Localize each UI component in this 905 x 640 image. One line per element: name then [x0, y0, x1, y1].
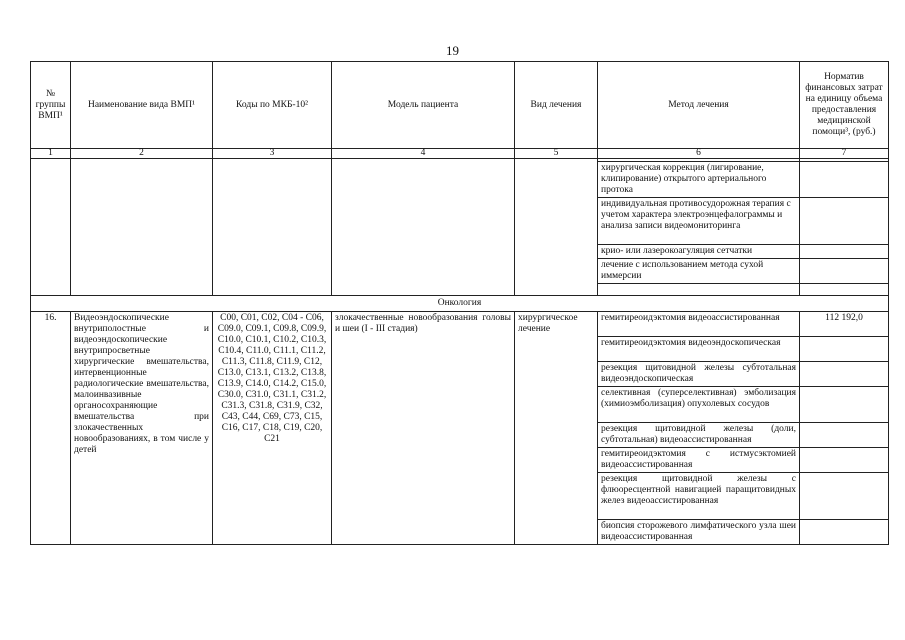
empty-cell [31, 159, 71, 296]
column-number: 1 [31, 149, 71, 159]
cost-value: 112 192,0 [800, 312, 889, 337]
method-cell: крио- или лазерокоагуляция сетчатки [598, 245, 800, 259]
vmp-name: Видеоэндоскопические внутриполостные и видеоэндоскопические внутрипросветные хирургические вмешательства, интервенционные радиологические вмешательства, малоинвазивные органосохраняющие вмешательства при злокачественных новообразованиях, в том числе у детей [71, 312, 213, 545]
header-group-number: № группы ВМП¹ [31, 62, 71, 149]
page-number: 19 [446, 43, 459, 58]
method-cell: гемитиреоидэктомия видеоассистированная [598, 312, 800, 337]
header-treatment-method: Метод лечения [598, 62, 800, 149]
cost-cell-empty [800, 284, 889, 296]
patient-model: злокачественные новообразования головы и шеи (I - III стадия) [332, 312, 515, 545]
column-number: 7 [800, 149, 889, 159]
method-cell: резекция щитовидной железы (доли, субтотальная) видеоассистированная [598, 423, 800, 448]
column-number: 2 [71, 149, 213, 159]
column-number: 6 [598, 149, 800, 159]
group-number: 16. [31, 312, 71, 545]
method-cell: резекция щитовидной железы субтотальная видеоэндоскопическая [598, 362, 800, 387]
header-row [31, 62, 889, 149]
header-cost-standard: Норматив финансовых затрат на единицу объема предоставления медицинской помощи³, (руб.) [800, 62, 889, 149]
cost-cell-empty [800, 362, 889, 387]
method-cell: биопсия сторожевого лимфатического узла шеи видеоассистированная [598, 520, 800, 545]
treatment-type: хирургическое лечение [515, 312, 598, 545]
column-number: 5 [515, 149, 598, 159]
cost-cell-empty [800, 520, 889, 545]
cost-cell-empty [800, 259, 889, 284]
cost-cell-empty [800, 245, 889, 259]
column-number-row [31, 149, 889, 159]
method-cell-empty [598, 284, 800, 296]
header-patient-model: Модель пациента [332, 62, 515, 149]
header-treatment-type: Вид лечения [515, 62, 598, 149]
method-cell: резекция щитовидной железы с флюоресцентной навигацией паращитовидных желез видеоассистированная [598, 473, 800, 520]
empty-cell [71, 159, 213, 296]
cost-cell-empty [800, 473, 889, 520]
icd-codes: C00, C01, C02, C04 - C06, C09.0, C09.1, C09.8, C09.9, C10.0, C10.1, C10.2, C10.3, C10.4, C11.0, C11.1, C11.2, C11.3, C11.8, C11.9, C12, C13.0, C13.1, C13.2, C13.8, C13.9, C14.0, C14.2, C15.0, C30.0, C31.0, C31.1, C31.2, C31.3, C31.8, C31.9, C32, C43, C44, C69, C73, C15, C16, C17, C18, C19, C20, C21 [213, 312, 332, 545]
cost-cell-empty [800, 448, 889, 473]
column-number: 4 [332, 149, 515, 159]
empty-cell [213, 159, 332, 296]
section-title: Онкология [31, 296, 889, 312]
empty-cell [332, 159, 515, 296]
section-row [31, 296, 889, 312]
vmp-table [30, 61, 889, 545]
cost-cell-empty [800, 198, 889, 245]
empty-cell [515, 159, 598, 296]
method-cell: индивидуальная противосудорожная терапия с учетом характера электроэнцефалограммы и анализа записи видеомониторинга [598, 198, 800, 245]
group-row [31, 312, 889, 337]
method-cell: хирургическая коррекция (лигирование, клипирование) открытого артериального протока [598, 162, 800, 198]
column-number: 3 [213, 149, 332, 159]
cost-cell-empty [800, 337, 889, 362]
cost-cell-empty [800, 423, 889, 448]
method-cell: гемитиреоидэктомия с истмусэктомией видеоассистированная [598, 448, 800, 473]
method-cell: лечение с использованием метода сухой иммерсии [598, 259, 800, 284]
cost-cell-empty [800, 162, 889, 198]
method-cell: гемитиреоидэктомия видеоэндоскопическая [598, 337, 800, 362]
method-cell: селективная (суперселективная) эмболизация (химиоэмболизация) опухолевых сосудов [598, 387, 800, 423]
header-vmp-name: Наименование вида ВМП¹ [71, 62, 213, 149]
cost-cell-empty [800, 387, 889, 423]
header-icd-codes: Коды по МКБ-10² [213, 62, 332, 149]
